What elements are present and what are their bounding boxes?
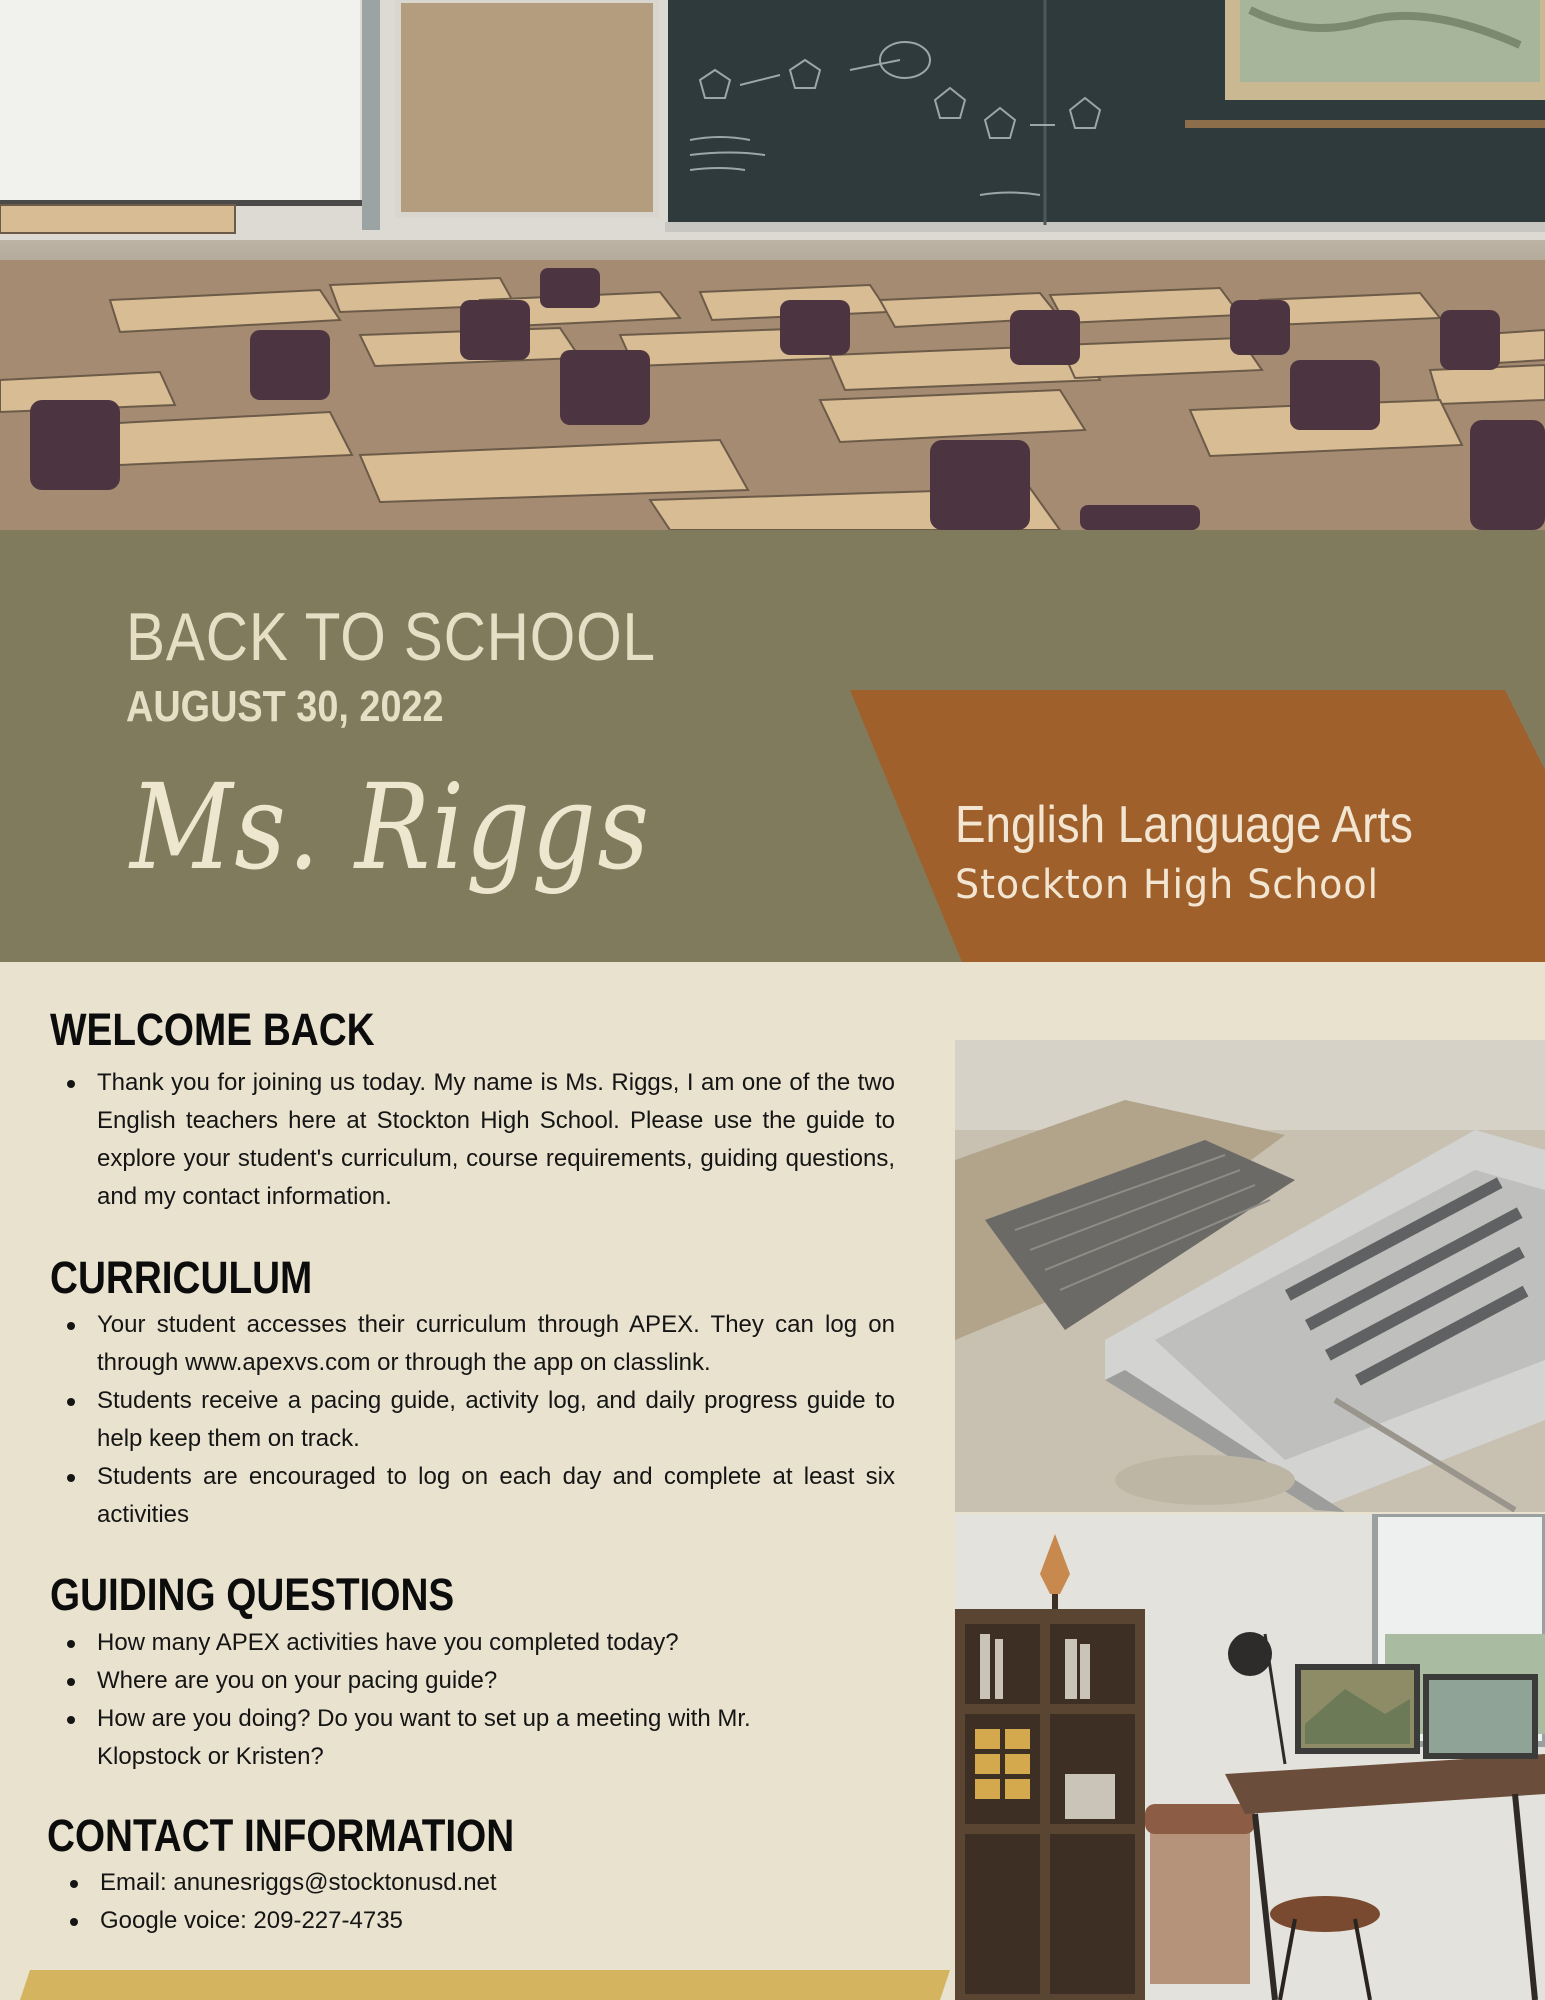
welcome-list bbox=[97, 1064, 895, 1216]
curriculum-heading: CURRICULUM bbox=[50, 1252, 313, 1303]
home-office-photo bbox=[955, 1514, 1545, 2000]
guiding-questions-heading: GUIDING QUESTIONS bbox=[50, 1569, 455, 1620]
guiding-questions-list bbox=[97, 1624, 827, 1776]
teacher-signature: Ms. Riggs bbox=[130, 758, 651, 896]
curriculum-list bbox=[97, 1306, 895, 1534]
list-item: How many APEX activities have you completed today? bbox=[97, 1624, 827, 1662]
info-column bbox=[0, 962, 955, 2000]
event-date: AUGUST 30, 2022 bbox=[126, 682, 444, 731]
footer-accent-bar bbox=[0, 1970, 1545, 2000]
list-item: Your student accesses their curriculum through APEX. They can log on through www.apexvs.com or through the app on classlink. bbox=[97, 1306, 895, 1382]
list-item: Thank you for joining us today. My name is Ms. Riggs, I am one of the two English teachers here at Stockton High School. Please use the guide to explore your student's curriculum, course requirements, guiding questions, and my contact information. bbox=[97, 1064, 895, 1216]
contact-phone: Google voice: 209-227-4735 bbox=[100, 1902, 898, 1940]
page-title: BACK TO SCHOOL bbox=[126, 599, 656, 675]
list-item: Students are encouraged to log on each day and complete at least six activities bbox=[97, 1458, 895, 1534]
subject-title: English Language Arts bbox=[955, 796, 1413, 854]
list-item: Students receive a pacing guide, activity log, and daily progress guide to help keep them on track. bbox=[97, 1382, 895, 1458]
contact-email: Email: anunesriggs@stocktonusd.net bbox=[100, 1864, 898, 1902]
laptop-photo bbox=[955, 1040, 1545, 1512]
contact-list bbox=[100, 1864, 898, 1940]
laptop-illustration bbox=[955, 1040, 1545, 1512]
list-item: How are you doing? Do you want to set up a meeting with Mr. Klopstock or Kristen? bbox=[97, 1700, 827, 1776]
welcome-heading: WELCOME BACK bbox=[50, 1004, 375, 1055]
header-banner bbox=[0, 530, 1545, 962]
contact-heading: CONTACT INFORMATION bbox=[47, 1810, 515, 1861]
classroom-photo bbox=[0, 0, 1545, 530]
home-office-illustration bbox=[955, 1514, 1545, 2000]
list-item: Where are you on your pacing guide? bbox=[97, 1662, 827, 1700]
classroom-illustration bbox=[0, 0, 1545, 530]
school-name: Stockton High School bbox=[955, 862, 1380, 908]
